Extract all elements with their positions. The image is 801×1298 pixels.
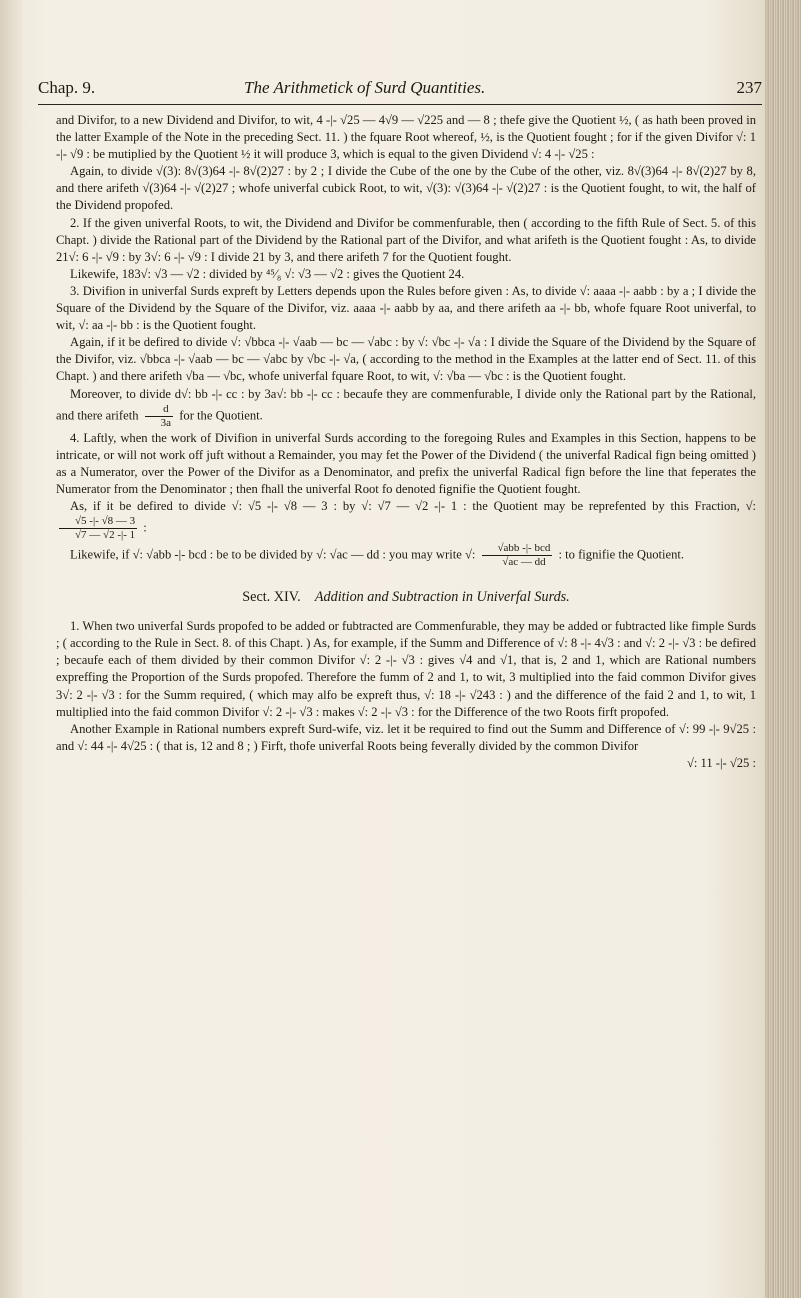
paragraph	[56, 542, 756, 569]
section-title: Addition and Subtraction in Univerfal Surds.	[314, 589, 570, 606]
fraction-denominator: √7 — √2 -|- 1	[75, 529, 136, 542]
paragraph-text: As, if it be defired to divide √: √5 -|- √8 — 3 : by √: √7 — √2 -|- 1 : the Quotient may be reprefented by this Fraction, √:	[70, 498, 756, 513]
book-spine-edge	[765, 0, 801, 1298]
fraction-denominator: 3a	[160, 416, 172, 429]
paragraph-text: : to fignifie the Quotient.	[558, 547, 685, 562]
fraction	[145, 403, 173, 430]
paragraph: 3. Divifion in univerfal Surds expreft by Letters depends upon the Rules before given : As, to divide √: aaaa -|- aabb : by a ; I divide the Square of the Dividend by the Square of the Divifor, viz. aaaa -|- aabb by aa, and there arifeth aa -|- bb, whofe fquare Root univerfal, to wit, √: aa -|- bb : is the Quotient fought.	[56, 283, 756, 333]
paragraph-text: Likewife, if √: √abb -|- bcd : be to be divided by √: √ac — dd : you may write √:	[70, 547, 476, 562]
paragraph: 2. If the given univerfal Roots, to wit, the Dividend and Divifor be commenfurable, then ( according to the fifth Rule of Sect. 5. of this Chapt. ) divide the Rational part of the Dividend by the Rational part of the Divifor, and what arifeth is the Quotient fought : As, to divide 21√: 6 -|- √9 : by 3√: 6 -|- √9 : I divide 21 by 3, and there arifeth 7 for the Quotient fought.	[56, 215, 756, 264]
section-label: Sect. XIV.	[242, 589, 301, 606]
running-header	[38, 74, 762, 102]
chapter-label: Chap. 9.	[38, 78, 96, 97]
running-title: The Arithmetick of Surd Quantities.	[244, 78, 486, 97]
paragraph: Again, to divide √(3): 8√(3)64 -|- 8√(2)27 : by 2 ; I divide the Cube of the one by the Cube of the other, viz. 8√(3)64 -|- 8√(2)27 by 8, and there arifeth √(3)64 -|- √(2)27 ; whofe univerfal cubick Root, to wit, √(3): √(3)64 -|- √(2)27 : is the Quotient fought, to wit, the half of the Dividend propofed.	[56, 164, 756, 213]
paragraph	[56, 386, 756, 430]
fraction	[59, 515, 137, 542]
fraction-numerator: √abb -|- bcd	[482, 542, 553, 556]
header-rule	[38, 104, 762, 105]
paragraph	[56, 498, 756, 542]
fraction-numerator: d	[145, 403, 173, 417]
paragraph: 1. When two univerfal Surds propofed to be added or fubtracted are Commenfurable, they may be added or fubtracted like fimple Surds ; ( according to the Rule in Sect. 8. of this Chapt. ) As, for example, if the Summ and Difference of √: 8 -|- 4√3 : and √: 2 -|- √3 : be defired ; becaufe each of them divided by their common Divifor √: 2 -|- √3 : gives √4 and √1, that is, 2 and 1, which are Rational numbers expreffing the Proportion of the Surds propofed. Therefore the fumm of 2 and 1, to wit, 3 multiplied into the faid common Divifor gives 3√: 2 -|- √3 : for the Summ required, ( which may alfo be expreft thus, √: 18 -|- √243 : ) and the difference of the faid 2 and 1, to wit, 1 multiplied into the faid common Divifor √: 2 -|- √3 : makes √: 2 -|- √3 : for the Difference of the two Roots firft propofed.	[56, 619, 756, 719]
section-heading	[56, 589, 756, 606]
paragraph: and Divifor, to a new Dividend and Divifor, to wit, 4 -|- √25 — 4√9 — √225 and — 8 ; thefe give the Quotient ½, ( as hath been proved in the latter Example of the Note in the preceding Sect. 11. ) the fquare Root whereof, ½, is the Quotient fought ; for if the given Divifor √: 1 -|- √9 : be mutiplied by the Quotient ½ it will produce 3, which is equal to the given Dividend √: 4 -|- √25 :	[56, 113, 756, 162]
body-text	[56, 112, 756, 772]
paragraph: 4. Laftly, when the work of Divifion in univerfal Surds according to the foregoing Rules and Examples in this Section, happens to be intricate, or will not work off juft without a Remainder, you may fet the Power of the Dividend ( the univerfal Radical fign being omitted ) as a Numerator, over the Power of the Divifor as a Denominator, and prefix the univerfal Radical fign before the line that feperates the Numerator from the Denominator ; then fhall the univerfal Root fo denoted fignifie the Quotient fought.	[56, 430, 756, 496]
catchword: √: 11 -|- √25 :	[686, 755, 756, 770]
page-number: 237	[736, 78, 762, 97]
paragraph: Another Example in Rational numbers expreft Surd-wife, viz. let it be required to find out the Summ and Difference of √: 99 -|- 9√25 : and √: 44 -|- 4√25 : ( that is, 12 and 8 ; ) Firft, thofe univerfal Roots being feverally divided by the common Divifor	[56, 721, 756, 753]
paragraph: Likewife, 183√: √3 — √2 : divided by ⁴⁵⁄₈ √: √3 — √2 : gives the Quotient 24.	[70, 266, 465, 281]
fraction	[482, 542, 553, 569]
paragraph: Again, if it be defired to divide √: √bbca -|- √aab — bc — √abc : by √: √bc -|- √a : I divide the Square of the Dividend by the Square of the Divifor, viz. √bbca -|- √aab — bc — √abc by √bc -|- √a, ( according to the method in the Examples at the latter end of Sect. 11. of this Chapt. ) and there arifeth √ba — √bc, whofe univerfal fquare Root, to wit, √: √ba — √bc : is the Quotient fought.	[56, 335, 756, 384]
paragraph-text: for the Quotient.	[179, 407, 263, 422]
fraction-numerator: √5 -|- √8 — 3	[59, 515, 137, 529]
fraction-denominator: √ac — dd	[502, 556, 546, 569]
paragraph-text: Moreover, to divide d√: bb -|- cc : by 3a√: bb -|- cc : becaufe they are commenfurable, I divide only the Rational part by the Rational, and there arifeth	[56, 386, 756, 422]
paragraph-text: :	[143, 520, 147, 535]
page-left-margin	[0, 0, 22, 1298]
